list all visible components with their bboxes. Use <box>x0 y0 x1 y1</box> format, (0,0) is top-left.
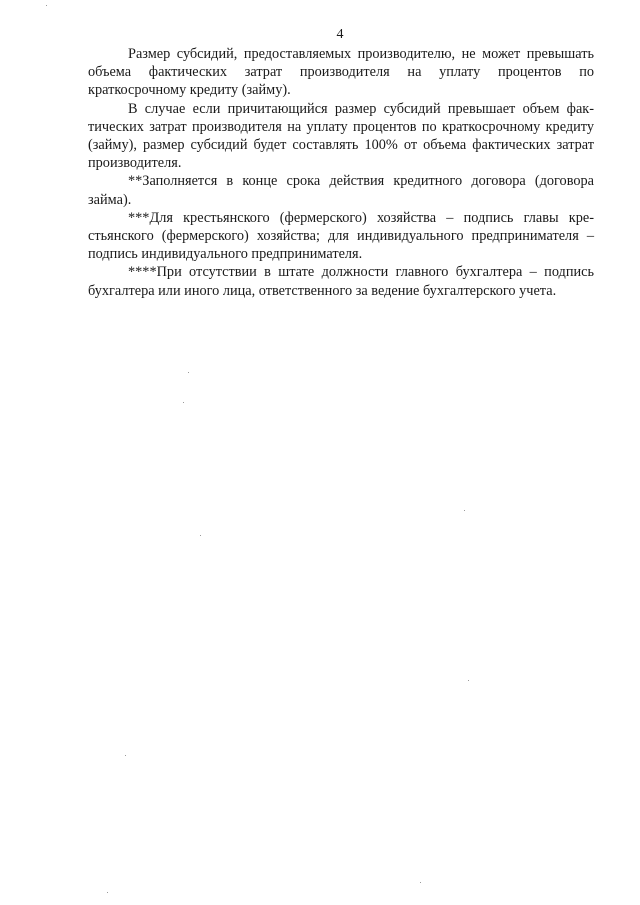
scan-speck <box>468 680 469 681</box>
footnote-4: ****При отсутствии в штате должности главного бухгалтера – подпись бухгалтера или иного лица, ответственного за ведение бухгалтерского учета. <box>88 264 594 299</box>
page-number: 4 <box>336 27 344 42</box>
scan-speck <box>188 372 189 373</box>
paragraph-subsidy-excess: В случае если причитающийся размер субсидий превышает объем фактических затрат производителя на уплату процентов по краткосрочному кредиту (займу), размер субсидий будет составлять 100% от объема фактических затрат производителя. <box>88 100 594 172</box>
scan-speck <box>125 755 126 756</box>
body-text <box>88 45 594 300</box>
scan-speck <box>183 402 184 403</box>
footnote-2: **Заполняется в конце срока действия кредитного договора (договора займа). <box>88 173 594 208</box>
footnote-3: ***Для крестьянского (фермерского) хозяйства – подпись главы крестьянского (фермерского) хозяйства; для индивидуального предпринимателя – подпись индивидуального предпринимателя. <box>88 209 594 263</box>
scan-speck <box>420 882 421 883</box>
scan-speck <box>200 535 201 536</box>
scan-speck <box>107 892 108 893</box>
paragraph-subsidy-limit: Размер субсидий, предоставляемых производителю, не может превышать объема фактических затрат производителя на уплату процентов по краткосрочному кредиту (займу). <box>88 46 594 99</box>
scan-speck <box>464 510 465 511</box>
scan-speck <box>46 5 47 6</box>
